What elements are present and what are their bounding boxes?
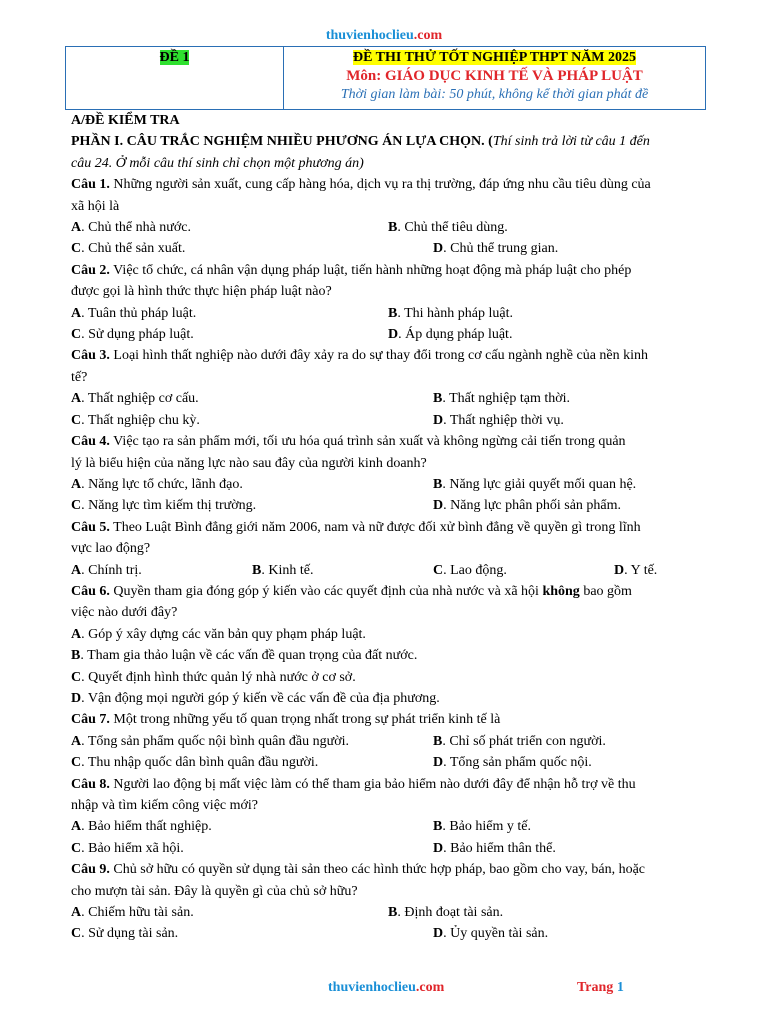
option-row bbox=[71, 238, 703, 259]
question-text: Câu 3. Loại hình thất nghiệp nào dưới đây xảy ra do sự thay đổi trong cơ cấu ngành nghề của nền kinh bbox=[71, 348, 649, 364]
option[interactable]: C. Thất nghiệp chu kỳ. bbox=[71, 412, 200, 428]
question-text: Câu 5. Theo Luật Bình đẳng giới năm 2006, nam và nữ được đối xử bình đẳng về quyền gì trong lĩnh bbox=[71, 519, 641, 535]
option[interactable]: D. Y tế. bbox=[614, 562, 658, 578]
option[interactable]: B. Thất nghiệp tạm thời. bbox=[433, 391, 571, 407]
exam-code: ĐỀ 1 bbox=[159, 50, 190, 65]
question-text: nhập và tìm kiếm công việc mới? bbox=[71, 798, 259, 813]
question-text: lý là biểu hiện của năng lực nào sau đây của người kinh doanh? bbox=[71, 455, 427, 471]
question-text: cho mượn tài sản. Đây là quyền gì của chủ sở hữu? bbox=[71, 883, 358, 899]
option[interactable]: C. Chủ thể sản xuất. bbox=[71, 241, 186, 257]
part-title: PHẦN I. CÂU TRẮC NGHIỆM NHIỀU PHƯƠNG ÁN LỰA CHỌN. (Thí sinh trả lời từ câu 1 đến bbox=[71, 134, 650, 150]
option[interactable]: D. Chủ thể trung gian. bbox=[433, 241, 559, 257]
option[interactable]: B. Chủ thể tiêu dùng. bbox=[388, 220, 508, 236]
exam-header-table bbox=[65, 46, 706, 110]
option-row bbox=[71, 474, 703, 495]
option-row bbox=[71, 303, 703, 324]
option[interactable]: B. Định đoạt tài sản. bbox=[388, 905, 504, 921]
option-row bbox=[71, 752, 703, 773]
option[interactable]: A. Thất nghiệp cơ cấu. bbox=[71, 391, 199, 407]
exam-content bbox=[71, 110, 703, 945]
option[interactable]: D. Ủy quyền tài sản. bbox=[433, 926, 549, 942]
question-text: tế? bbox=[71, 369, 88, 385]
exam-title: ĐỀ THI THỬ TỐT NGHIỆP THPT NĂM 2025 bbox=[352, 50, 637, 65]
question-text: Câu 2. Việc tổ chức, cá nhân vận dụng pháp luật, tiến hành những hoạt động mà pháp luật cho phép bbox=[71, 262, 632, 278]
option[interactable]: D. Vận động mọi người góp ý kiến về các vấn đề của địa phương. bbox=[71, 690, 440, 706]
exam-code-cell bbox=[66, 47, 284, 110]
option-row bbox=[71, 838, 703, 859]
option[interactable]: C. Sử dụng pháp luật. bbox=[71, 327, 194, 343]
option[interactable]: D. Năng lực phân phối sản phẩm. bbox=[433, 498, 622, 514]
site-watermark-top: thuvienhoclieu.com bbox=[325, 28, 443, 43]
option[interactable]: B. Năng lực giải quyết mối quan hệ. bbox=[433, 476, 637, 492]
option[interactable]: C. Thu nhập quốc dân bình quân đầu người. bbox=[71, 755, 319, 771]
option[interactable]: A. Góp ý xây dựng các văn bản quy phạm pháp luật. bbox=[71, 626, 366, 642]
section-title: A/ĐỀ KIỂM TRA bbox=[71, 113, 180, 128]
option-row bbox=[71, 217, 703, 238]
option[interactable]: A. Tổng sản phẩm quốc nội bình quân đầu người. bbox=[71, 733, 349, 749]
option-row bbox=[71, 902, 703, 923]
option[interactable]: C. Năng lực tìm kiếm thị trường. bbox=[71, 498, 257, 514]
question-text: Câu 7. Một trong những yếu tố quan trọng nhất trong sự phát triển kinh tế là bbox=[71, 712, 501, 728]
option[interactable]: D. Thất nghiệp thời vụ. bbox=[433, 412, 564, 428]
exam-title-cell bbox=[284, 47, 706, 110]
question-text: Câu 4. Việc tạo ra sản phẩm mới, tối ưu hóa quá trình sản xuất và không ngừng cải tiến trong quản bbox=[71, 434, 626, 450]
option-row bbox=[71, 816, 703, 837]
question-text: xã hội là bbox=[71, 198, 120, 214]
option[interactable]: D. Bảo hiểm thân thể. bbox=[433, 840, 556, 856]
option[interactable]: A. Bảo hiểm thất nghiệp. bbox=[71, 819, 212, 835]
question-text: Câu 6. Quyền tham gia đóng góp ý kiến vào các quyết định của nhà nước và xã hội không bao gồm bbox=[71, 583, 632, 599]
option-row bbox=[71, 324, 703, 345]
option[interactable]: B. Tham gia thảo luận về các vấn đề quan trọng của đất nước. bbox=[71, 648, 418, 664]
option[interactable]: A. Tuân thủ pháp luật. bbox=[71, 305, 197, 321]
option[interactable]: B. Chỉ số phát triển con người. bbox=[433, 733, 606, 749]
option[interactable]: C. Lao động. bbox=[433, 562, 507, 578]
option-row bbox=[71, 495, 703, 516]
option-row bbox=[71, 388, 703, 409]
question-text: được gọi là hình thức thực hiện pháp luật nào? bbox=[71, 284, 332, 300]
option[interactable]: A. Chính trị. bbox=[71, 562, 142, 578]
question-text: Câu 1. Những người sản xuất, cung cấp hàng hóa, dịch vụ ra thị trường, đáp ứng nhu cầu tiêu dùng của bbox=[71, 177, 651, 193]
option[interactable]: A. Chiếm hữu tài sản. bbox=[71, 905, 194, 921]
question-text: Câu 9. Chủ sở hữu có quyền sử dụng tài sản theo các hình thức hợp pháp, bao gồm cho vay, bán, hoặc bbox=[71, 862, 646, 878]
option-row bbox=[71, 560, 703, 581]
exam-subject: Môn: GIÁO DỤC KINH TẾ VÀ PHÁP LUẬT bbox=[346, 68, 643, 84]
question-text: việc nào dưới đây? bbox=[71, 605, 178, 621]
option[interactable]: D. Tổng sản phẩm quốc nội. bbox=[433, 755, 592, 771]
site-watermark-bottom: thuvienhoclieu.com bbox=[328, 980, 445, 995]
option-row bbox=[71, 923, 703, 944]
option[interactable]: C. Bảo hiểm xã hội. bbox=[71, 840, 184, 856]
question-text: Câu 8. Người lao động bị mất việc làm có thể tham gia bảo hiểm nào dưới đây để nhận hỗ trợ về thu bbox=[71, 776, 636, 792]
option[interactable]: A. Chủ thể nhà nước. bbox=[71, 220, 191, 236]
question-text: vực lao động? bbox=[71, 541, 151, 557]
option[interactable]: B. Bảo hiểm y tế. bbox=[433, 819, 531, 835]
option[interactable]: A. Năng lực tổ chức, lãnh đạo. bbox=[71, 476, 243, 492]
page-number: Trang 1 bbox=[577, 980, 624, 995]
option-row bbox=[71, 731, 703, 752]
option[interactable]: C. Quyết định hình thức quản lý nhà nước ở cơ sở. bbox=[71, 669, 356, 685]
option-row bbox=[71, 410, 703, 431]
option[interactable]: B. Thi hành pháp luật. bbox=[388, 305, 513, 321]
part-note: câu 24. Ở mỗi câu thí sinh chỉ chọn một phương án) bbox=[71, 155, 364, 171]
option[interactable]: C. Sử dụng tài sản. bbox=[71, 926, 179, 942]
exam-time: Thời gian làm bài: 50 phút, không kể thời gian phát đề bbox=[340, 87, 649, 102]
option[interactable]: B. Kinh tế. bbox=[252, 562, 314, 578]
option[interactable]: D. Áp dụng pháp luật. bbox=[388, 327, 513, 343]
